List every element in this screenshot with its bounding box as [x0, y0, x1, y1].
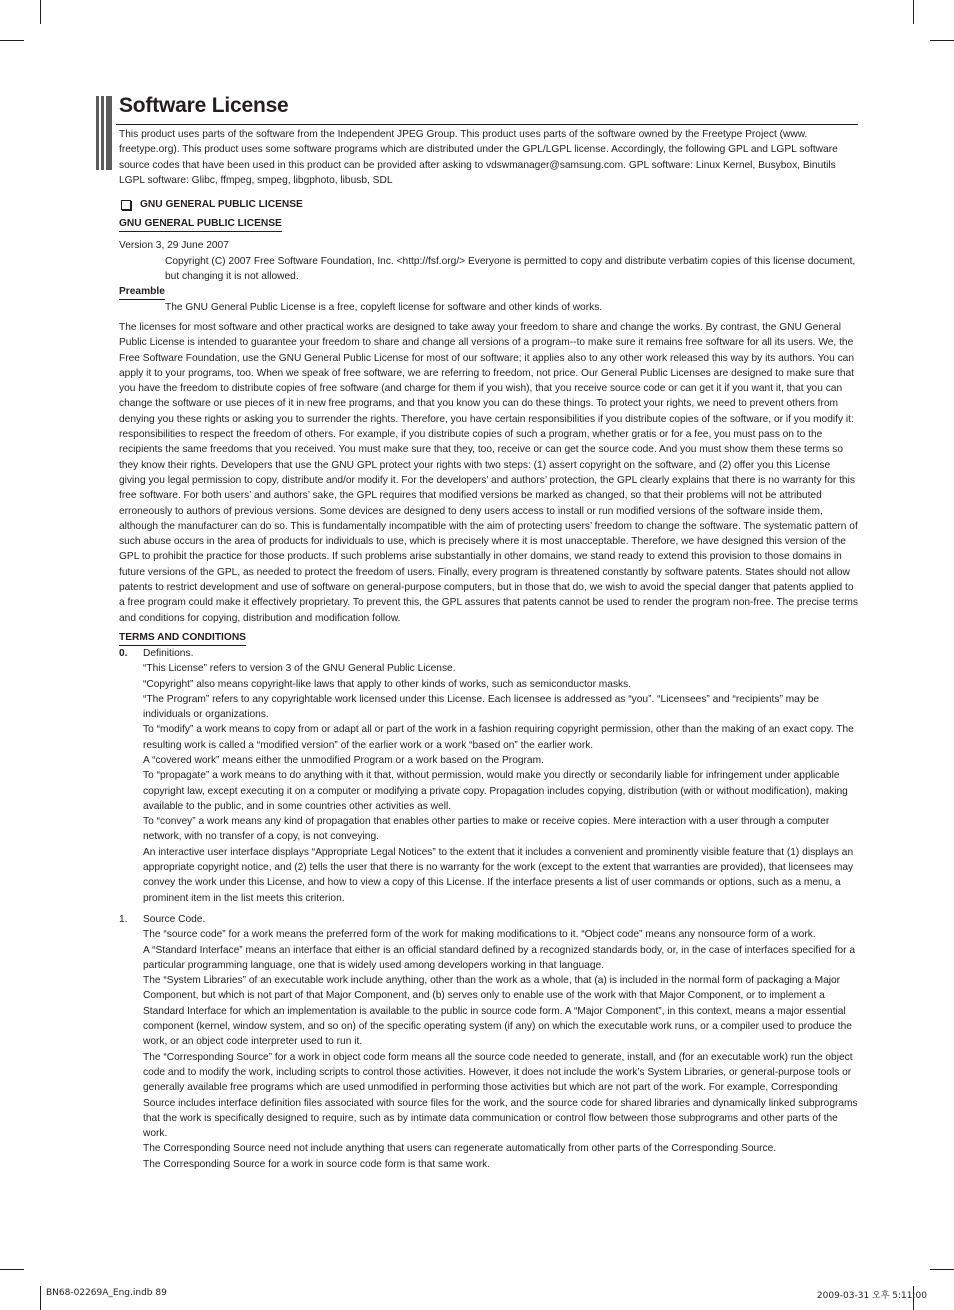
term-number: 1. [119, 913, 128, 925]
crop-mark [913, 0, 914, 24]
checkbox-icon [121, 200, 131, 210]
term-title: Definitions. [143, 647, 194, 659]
term-paragraph: To “convey” a work means any kind of propagation that enables other parties to make or receive copies. Mere interaction with a user through a computer network, with no transfer of a copy, is not conveying. [143, 816, 830, 843]
crop-mark [0, 1269, 24, 1270]
preamble-body: The licenses for most software and other practical works are designed to take away your freedom to share and change the works. By contrast, the GNU General Public License is intended to guarantee your freedom to share and change all versions of a program--to make sure it remains free software for all its users. We, the Free Software Foundation, use the GNU General Public License for most of our software; it applies also to any other work released this way by its authors. You can apply it to your programs, too. When we speak of free software, we are referring to freedom, not price. Our General Public Licenses are designed to make sure that you have the freedom to distribute copies of free software (and charge for them if you wish), that you receive source code or can get it if you want it, that you can change the software or use pieces of it in new free programs, and that you know you can do these things. To protect your rights, we need to prevent others from denying you these rights or asking you to surrender the rights. Therefore, you have certain responsibilities if you distribute copies of the software, or if you modify it: responsibilities to respect the freedom of others. For example, if you distribute copies of such a program, whether gratis or for a fee, you must pass on to the recipients the same freedoms that you received. You must make sure that they, too, receive or can get the source code. And you must show them these terms so they know their rights. Developers that use the GNU GPL protect your rights with two steps: (1) assert copyright on the software, and (2) offer you this License giving you legal permission to copy, distribute and/or modify it. For the developers’ and authors’ protection, the GPL clearly explains that there is no warranty for this free software. For both users’ and authors’ sake, the GPL requires that modified versions be marked as changed, so that their problems will not be attributed erroneously to authors of previous versions. Some devices are designed to deny users access to install or run modified versions of the software inside them, although the manufacturer can do so. This is fundamentally incompatible with the aim of protecting users’ freedom to change the software. The systematic pattern of such abuse occurs in the area of products for individuals to use, which is precisely where it is most unacceptable. Therefore, we have designed this version of the GPL to prohibit the practice for those products. If such problems arise substantially in other domains, we stand ready to extend this provision to those domains in future versions of the GPL, as needed to protect the freedom of users. Finally, every program is threatened constantly by software patents. States should not allow patents to restrict development and use of software on general-purpose computers, but in those that do, we wish to avoid the special danger that patents applied to a free program could make it effectively proprietary. To prevent this, the GPL assures that patents cannot be used to render the program non-free. The precise terms and conditions for copying, distribution and modification follow. [119, 321, 858, 624]
footer-timestamp: 2009-03-31 오후 5:11:00 [816, 1291, 927, 1301]
term-paragraph: A “covered work” means either the unmodified Program or a work based on the Program. [143, 754, 544, 766]
title-bar-decoration [101, 96, 104, 170]
title-rule [116, 124, 858, 125]
term-paragraph: A “Standard Interface” means an interface that either is an official standard defined by a recognized standards body, or, in the case of interfaces specified for a particular programming language, one that is widely used among developers working in that language. [143, 944, 856, 971]
crop-mark [930, 40, 954, 41]
term-number: 0. [119, 647, 128, 659]
title-bar-decoration [106, 96, 112, 170]
footer-file-info: BN68-02269A_Eng.indb 89 [46, 1288, 167, 1298]
crop-mark [930, 1269, 954, 1270]
crop-mark [40, 1286, 41, 1310]
term-paragraph: The Corresponding Source for a work in source code form is that same work. [143, 1158, 491, 1170]
term-paragraph: “Copyright” also means copyright-like laws that apply to other kinds of works, such as semiconductor masks. [143, 678, 632, 690]
copyright-notice: Copyright (C) 2007 Free Software Foundation, Inc. <http://fsf.org/> Everyone is permitted to copy and distribute verbatim copies of this license document, but changing it is not allowed. [165, 255, 856, 283]
terms-heading: TERMS AND CONDITIONS [119, 631, 246, 646]
term-title: Source Code. [143, 913, 206, 925]
page-title: Software License [119, 94, 289, 117]
term-paragraph: The “Corresponding Source” for a work in object code form means all the source code needed to generate, install, and (for an executable work) run the object code and to modify the work, including scripts to control those activities. However, it does not include the work’s System Libraries, or general-purpose tools or generally available free programs which are used unmodified in performing those activities but which are not part of the work. For example, Corresponding Source includes interface definition files associated with source files for the work, and the source code for shared libraries and dynamically linked subprograms that the work is specifically designed to require, such as by intimate data communication or control flow between those subprograms and other parts of the work. [143, 1051, 858, 1140]
preamble-first-line: The GNU General Public License is a free, copyleft license for software and other kinds of works. [119, 300, 859, 315]
term-section-0 [119, 646, 859, 906]
term-paragraph: To “propagate” a work means to do anything with it that, without permission, would make you directly or secondarily liable for infringement under applicable copyright law, except executing it on a computer or modifying a private copy. Propagation includes copying, distribution (with or without modification), making available to the public, and in some countries other activities as well. [143, 770, 848, 812]
term-paragraph: The “source code” for a work means the preferred form of the work for making modifications to it. “Object code” means any nonsource form of a work. [143, 929, 816, 941]
version-line: Version 3, 29 June 2007 [119, 240, 229, 252]
title-bar-decoration [96, 96, 99, 170]
crop-mark [40, 0, 41, 24]
term-paragraph: “The Program” refers to any copyrightable work licensed under this License. Each licensee is addressed as “you”. “Licensees” and “recipients” may be individuals or organizations. [143, 693, 820, 721]
license-content [119, 127, 859, 1172]
license-subheading: GNU GENERAL PUBLIC LICENSE [119, 217, 282, 232]
section-heading [119, 197, 859, 212]
term-paragraph: “This License” refers to version 3 of the GNU General Public License. [143, 663, 456, 675]
crop-mark [0, 40, 24, 41]
term-paragraph: The “System Libraries” of an executable work include anything, other than the work as a whole, that (a) is included in the normal form of packaging a Major Component, but which is not part of that Major Component, and (b) serves only to enable use of the work with that Major Component, or to implement a Standard Interface for which an implementation is available to the public in source code form. A “Major Component”, in this context, means a major essential component (kernel, window system, and so on) of the specific operating system (if any) on which the executable work runs, or a compiler used to produce the work, or an object code interpreter used to run it. [143, 975, 852, 1048]
section-heading-text: GNU GENERAL PUBLIC LICENSE [140, 199, 303, 211]
term-paragraph: The Corresponding Source need not include anything that users can regenerate automatically from other parts of the Corresponding Source. [143, 1143, 777, 1155]
intro-paragraph: This product uses parts of the software from the Independent JPEG Group. This product uses parts of the software owned by the Freetype Project (www. freetype.org). This product uses some software programs which are distributed under the GPL/LGPL license. Accordingly, the following GPL and LGPL software source codes that have been used in this product can be provided after asking to vdswmanager@samsung.com. GPL software: Linux Kernel, Busybox, Binutils LGPL software: Glibc, ffmpeg, smpeg, libgphoto, libusb, SDL [119, 129, 838, 186]
term-section-1 [119, 912, 859, 1172]
preamble-heading: Preamble [119, 286, 165, 298]
term-paragraph: An interactive user interface displays “Appropriate Legal Notices” to the extent that it includes a convenient and prominently visible feature that (1) displays an appropriate copyright notice, and (2) tells the user that there is no warranty for the work (except to the extent that warranties are provided), that licensees may convey the work under this License, and how to view a copy of this License. If the interface presents a list of user commands or options, such as a menu, a prominent item in the list meets this criterion. [143, 846, 854, 904]
term-paragraph: To “modify” a work means to copy from or adapt all or part of the work in a fashion requiring copyright permission, other than the making of an exact copy. The resulting work is called a “modified version” of the earlier work or a work “based on” the earlier work. [143, 724, 854, 751]
